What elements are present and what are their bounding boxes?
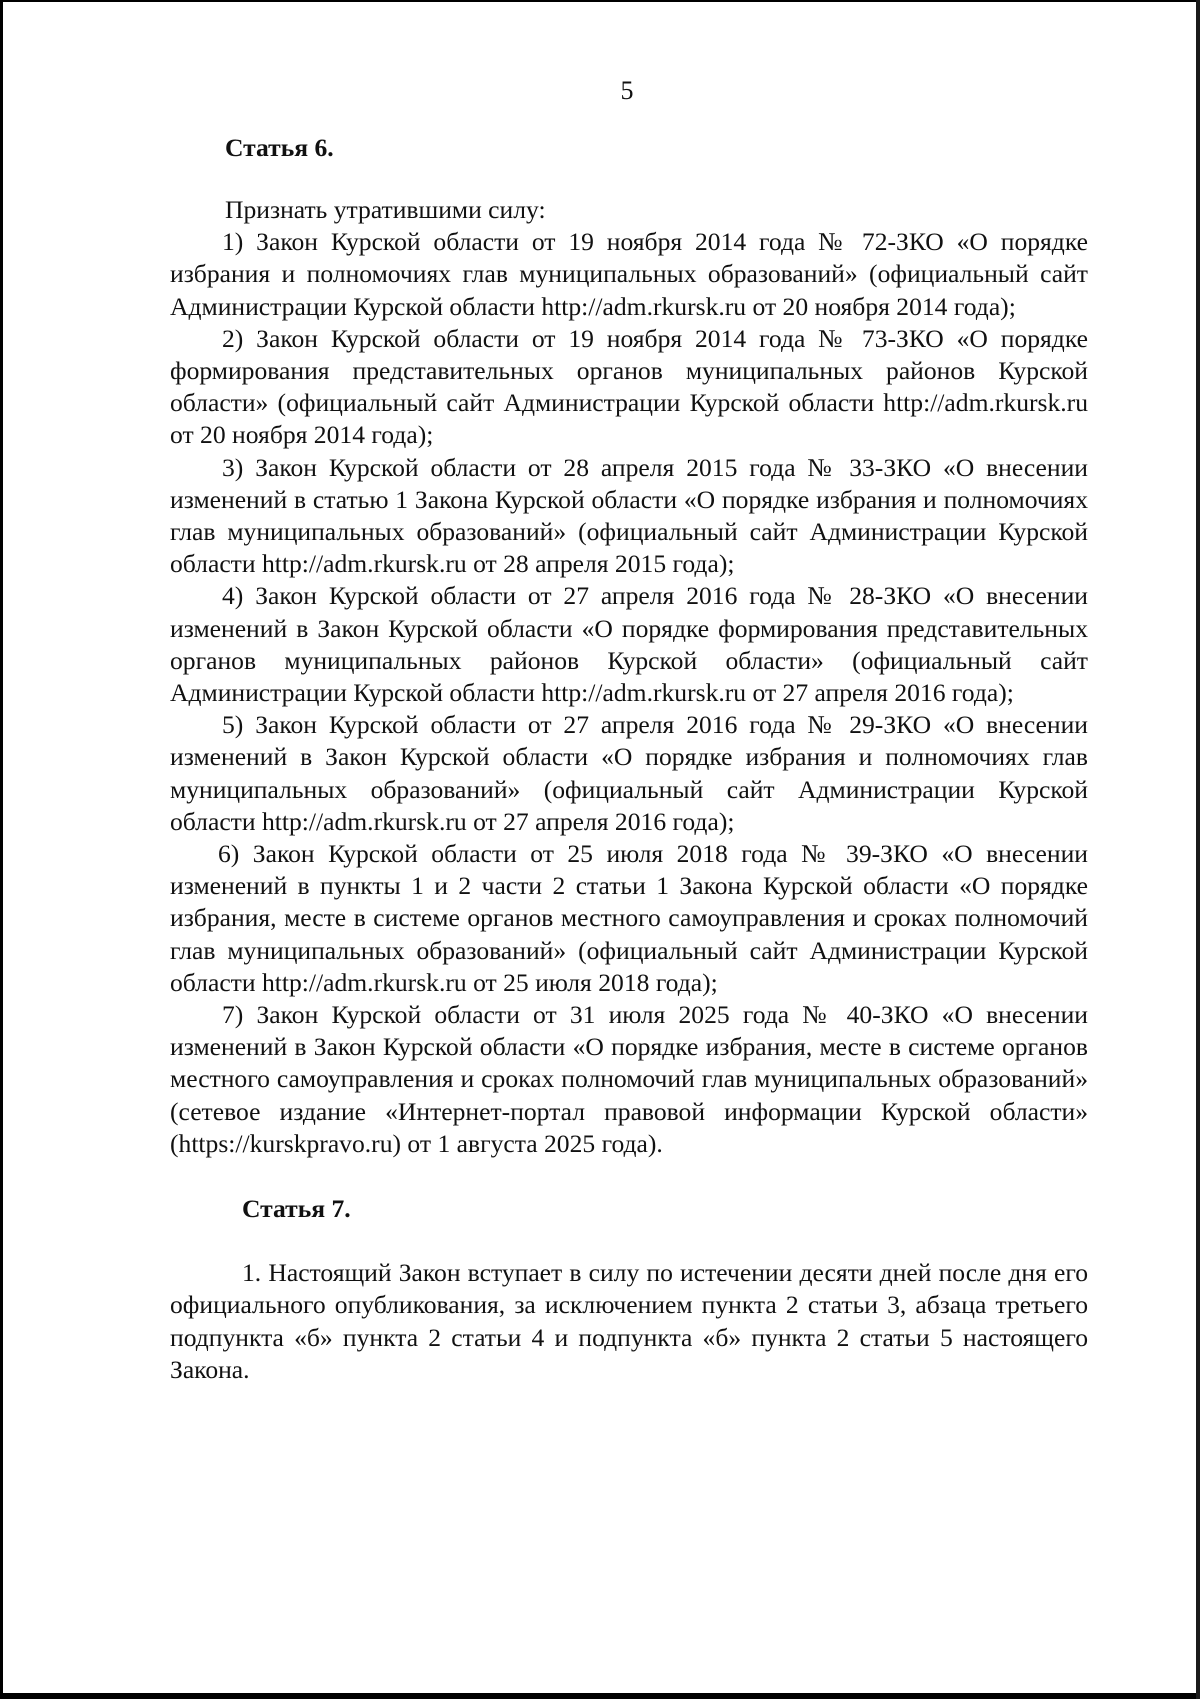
repealed-law-item-5: 5) Закон Курской области от 27 апреля 2016 года № 29-ЗКО «О внесении изменений в Закон Курской области «О порядке избрания и полномочиях глав муниципальных образований» (официальный сайт Администрации Курской области http://adm.rkursk.ru от 27 апреля 2016 года); <box>170 710 1088 836</box>
repealed-law-item-2: 2) Закон Курской области от 19 ноября 2014 года № 73-ЗКО «О порядке формирования представительных органов муниципальных районов Курской области» (официальный сайт Администрации Курской области http://adm.rkursk.ru от 20 ноября 2014 года); <box>170 323 1088 450</box>
document-body <box>170 132 1088 1386</box>
article-7-heading: Статья 7. <box>242 1194 351 1224</box>
scan-edge-right <box>1196 0 1200 1699</box>
repealed-law-item-4: 4) Закон Курской области от 27 апреля 2016 года № 28-ЗКО «О внесении изменений в Закон Курской области «О порядке формирования представительных органов муниципальных районов Курской области» (официальный сайт Администрации Курской области http://adm.rkursk.ru от 27 апреля 2016 года); <box>170 581 1088 708</box>
article-6-intro: Признать утратившими силу: <box>225 195 546 224</box>
article-7-paragraph-1: 1. Настоящий Закон вступает в силу по истечении десяти дней после дня его официального опубликования, за исключением пункта 2 статьи 3, абзаца третьего подпункта «б» пункта 2 статьи 4 и подпункта «б» пункта 2 статьи 5 настоящего Закона. <box>170 1258 1088 1384</box>
page-number: 5 <box>620 76 634 105</box>
repealed-law-item-6: 6) Закон Курской области от 25 июля 2018 года № 39-ЗКО «О внесении изменений в пункты 1 и 2 части 2 статьи 1 Закона Курской области «О порядке избрания, месте в системе органов местного самоуправления и сроках полномочий глав муниципальных образований» (официальный сайт Администрации Курской области http://adm.rkursk.ru от 25 июля 2018 года); <box>170 839 1088 997</box>
repealed-law-item-1: 1) Закон Курской области от 19 ноября 2014 года № 72-ЗКО «О порядке избрания и полномочиях глав муниципальных образований» (официальный сайт Администрации Курской области http://adm.rkursk.ru от 20 ноября 2014 года); <box>170 227 1088 321</box>
repealed-law-item-3: 3) Закон Курской области от 28 апреля 2015 года № 33-ЗКО «О внесении изменений в статью 1 Закона Курской области «О порядке избрания и полномочиях глав муниципальных образований» (официальный сайт Администрации Курской области http://adm.rkursk.ru от 28 апреля 2015 года); <box>170 452 1088 579</box>
repealed-law-item-7: 7) Закон Курской области от 31 июля 2025 года № 40-ЗКО «О внесении изменений в Закон Курской области «О порядке избрания, месте в системе органов местного самоуправления и сроках полномочий глав муниципальных образований» (сетевое издание «Интернет-портал правовой информации Курской области» (https://kurskpravo.ru) от 1 августа 2025 года). <box>170 1000 1088 1158</box>
article-6-heading: Статья 6. <box>225 133 334 162</box>
